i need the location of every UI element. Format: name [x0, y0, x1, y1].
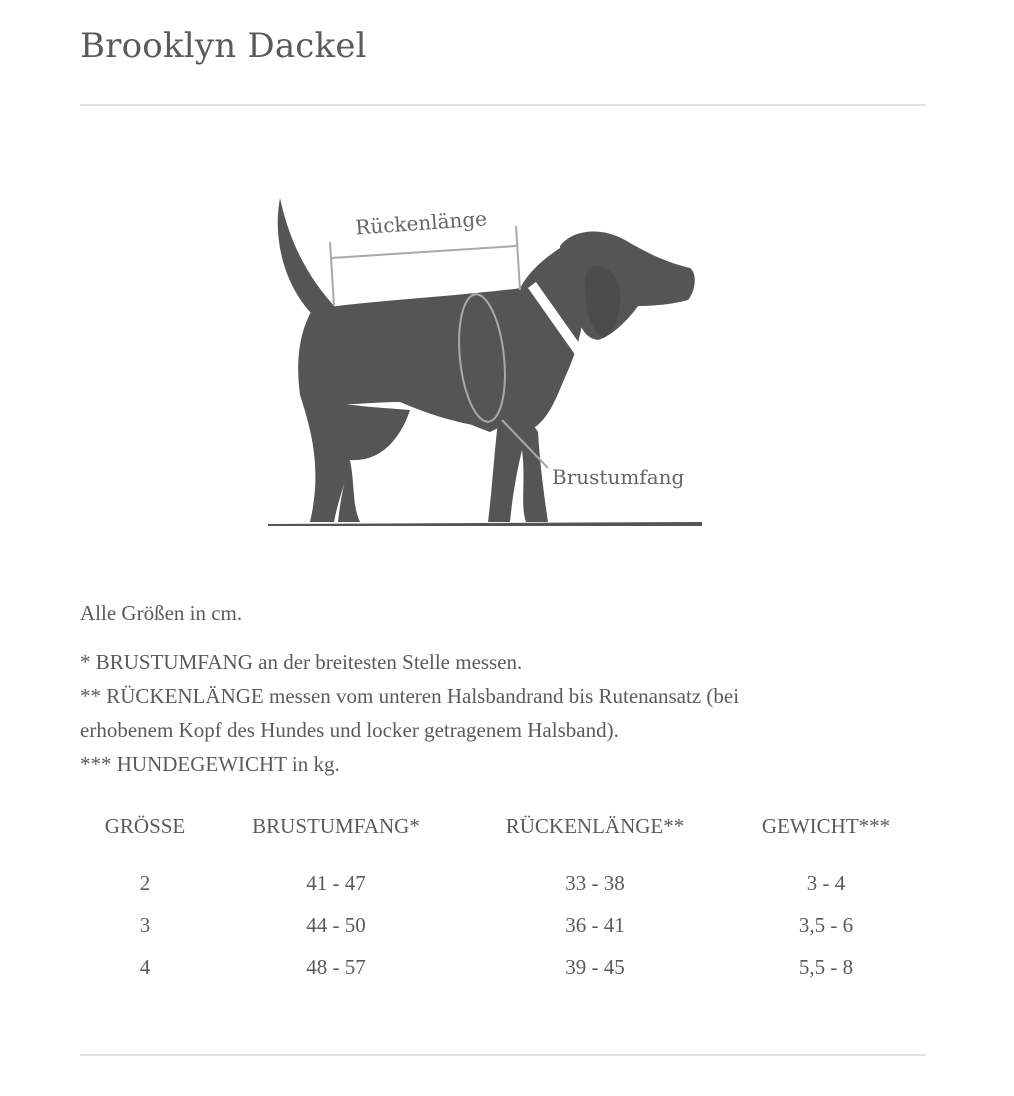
cell-size: 4: [139, 955, 151, 979]
cell-back-length: 36 - 41: [565, 913, 625, 937]
bottom-divider: [80, 1054, 926, 1056]
measurement-figure: [0, 170, 1014, 550]
note-weight: *** HUNDEGEWICHT in kg.: [80, 752, 340, 776]
ground-line: [268, 522, 702, 526]
measurement-notes: [80, 645, 940, 781]
cell-weight: 3,5 - 6: [798, 913, 854, 937]
unit-note: Alle Größen in cm.: [80, 601, 243, 625]
page-title: Brooklyn Dackel: [80, 26, 367, 66]
note-chest: * BRUSTUMFANG an der breitesten Stelle messen.: [80, 650, 523, 674]
header-chest: BRUSTUMFANG*: [252, 814, 420, 838]
cell-chest: 41 - 47: [306, 871, 366, 895]
note-back-length-continued: erhobenem Kopf des Hundes und locker getragenem Halsband).: [80, 718, 619, 742]
header-weight: GEWICHT***: [761, 814, 891, 838]
chest-girth-label: Brustumfang: [552, 465, 685, 489]
cell-size: 3: [139, 913, 151, 937]
header-back-length: RÜCKENLÄNGE**: [505, 814, 685, 838]
table-row: [80, 907, 926, 949]
cell-weight: 5,5 - 8: [798, 955, 854, 979]
note-back-length: ** RÜCKENLÄNGE messen vom unteren Halsbandrand bis Rutenansatz (bei: [80, 684, 740, 708]
cell-weight: 3 - 4: [806, 871, 846, 895]
cell-back-length: 33 - 38: [565, 871, 625, 895]
cell-size: 2: [139, 871, 151, 895]
table-row: [80, 865, 926, 907]
back-length-label: Rückenlänge: [354, 206, 488, 240]
cell-chest: 44 - 50: [306, 913, 366, 937]
header-size: GRÖSSE: [104, 814, 186, 838]
table-row: [80, 949, 926, 991]
cell-chest: 48 - 57: [306, 955, 366, 979]
dog-measurement-illustration: [0, 170, 1014, 550]
table-header-row: [80, 808, 926, 865]
cell-back-length: 39 - 45: [565, 955, 625, 979]
size-table: [80, 808, 926, 991]
top-divider: [80, 104, 926, 106]
